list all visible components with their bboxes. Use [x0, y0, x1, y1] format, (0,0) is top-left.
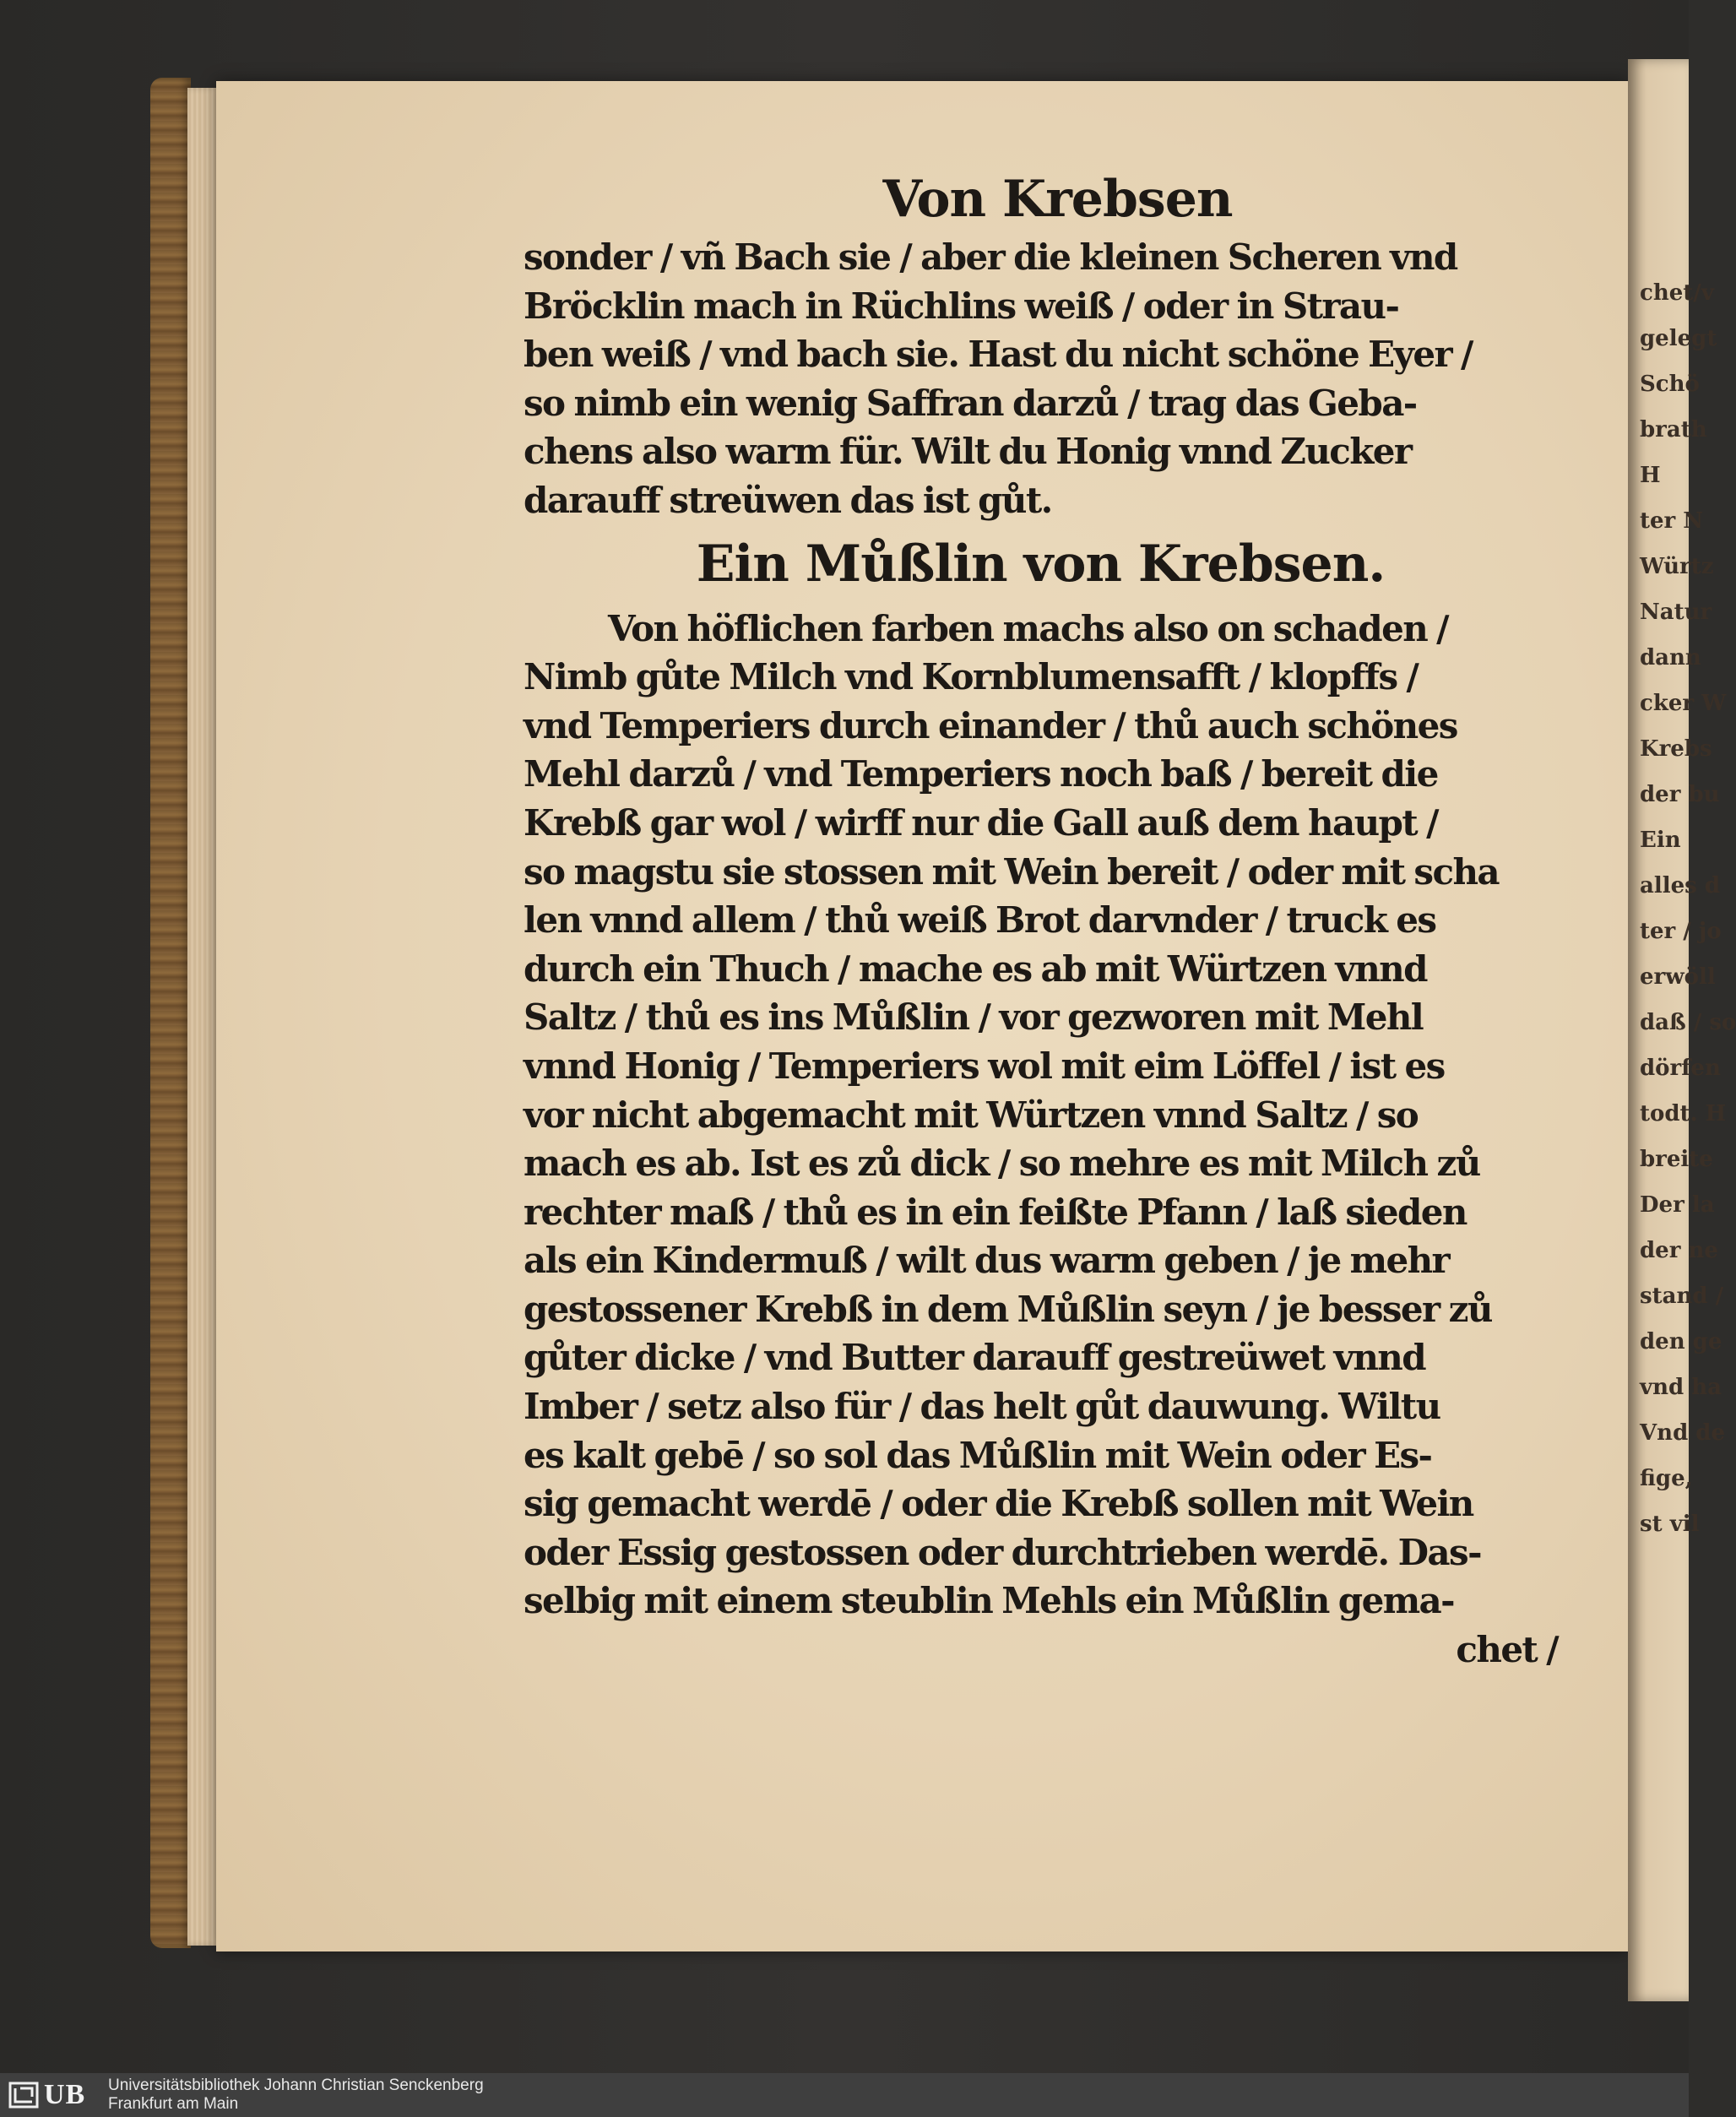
text-line: Krebß gar wol / wirff nur die Gall auß dem haupt /	[524, 801, 1438, 844]
facing-text-fragment: gelegt	[1640, 326, 1717, 351]
text-line: Mehl darzů / vnd Temperiers noch baß / bereit die	[524, 753, 1438, 795]
facing-page	[1628, 59, 1736, 2001]
facing-text-fragment: todt. H	[1640, 1101, 1727, 1126]
text-line: durch ein Thuch / mache es ab mit Würtzen vnnd	[524, 947, 1427, 990]
facing-text-fragment: ter / jo	[1640, 919, 1722, 944]
text-line: sig gemacht werdē / oder die Krebß sollen mit Wein	[524, 1483, 1473, 1525]
text-line: chens also warm für. Wilt du Honig vnnd Zucker	[524, 431, 1412, 473]
facing-text-fragment: erwöll	[1640, 964, 1716, 990]
recipe-title: Ein Můßlin von Krebsen.	[696, 534, 1386, 594]
facing-text-fragment: H	[1640, 463, 1661, 488]
facing-text-fragment: Schö	[1640, 372, 1700, 397]
facing-text-fragment: dann	[1640, 645, 1701, 670]
text-line: len vnnd allem / thů weiß Brot darvnder / truck es	[524, 899, 1436, 942]
text-line: Von höflichen farben machs also on schaden /	[608, 607, 1448, 649]
facing-text-fragment: st vil	[1640, 1512, 1700, 1537]
text-line: Bröcklin mach in Rüchlins weiß / oder in Strau-	[524, 285, 1399, 327]
text-line: vnd Temperiers durch einander / thů auch schönes	[524, 704, 1457, 746]
facing-text-fragment: vnd ha	[1640, 1375, 1722, 1400]
facing-text-fragment: daß / so	[1640, 1010, 1736, 1035]
facing-text-fragment: breite	[1640, 1147, 1713, 1172]
facing-text-fragment: Würtz	[1640, 554, 1714, 579]
facing-page-text	[1640, 270, 1736, 1547]
text-line: selbig mit einem steublin Mehls ein Můßlin gema-	[524, 1580, 1454, 1622]
facing-text-fragment: der ne	[1640, 1238, 1718, 1263]
library-location: Frankfurt am Main	[108, 2095, 239, 2113]
library-logo-icon	[7, 2078, 41, 2112]
logo-text: UB	[44, 2079, 86, 2110]
text-line: mach es ab. Ist es zů dick / so mehre es mit Milch zů	[524, 1143, 1480, 1185]
text-line: oder Essig gestossen oder durchtrieben werdē. Das-	[524, 1531, 1481, 1573]
facing-text-fragment: fige,	[1640, 1466, 1693, 1491]
running-head: Von Krebsen	[882, 170, 1233, 229]
text-line: Imber / setz also für / das helt gůt dauwung. Wiltu	[524, 1386, 1440, 1428]
facing-text-fragment: der bu	[1640, 782, 1720, 807]
facing-text-fragment: Der la	[1640, 1192, 1715, 1218]
text-line: so nimb ein wenig Saffran darzů / trag das Geba-	[524, 382, 1417, 424]
text-line: gestossener Krebß in dem Můßlin seyn / je besser zů	[524, 1288, 1492, 1330]
facing-text-fragment: den ge	[1640, 1329, 1722, 1354]
text-line: vor nicht abgemacht mit Würtzen vnnd Saltz / so	[524, 1094, 1419, 1136]
recipe-paragraph	[524, 605, 1558, 1626]
facing-text-fragment: brath	[1640, 417, 1707, 442]
text-line: es kalt gebē / so sol das Můßlin mit Wein oder Es-	[524, 1434, 1432, 1476]
ub-logo[interactable]	[7, 2078, 100, 2112]
footer-text	[108, 2076, 484, 2114]
facing-text-fragment: cker W	[1640, 691, 1727, 716]
facing-text-fragment: Vnd de	[1640, 1420, 1726, 1446]
facing-text-fragment: stand /	[1640, 1284, 1724, 1309]
facing-text-fragment: ter N	[1640, 508, 1704, 534]
text-line: gůter dicke / vnd Butter darauff gestreüwet vnnd	[524, 1337, 1425, 1379]
library-name: Universitätsbibliothek Johann Christian Senckenberg	[108, 2076, 484, 2094]
facing-text-fragment: alles d	[1640, 873, 1721, 898]
facing-text-fragment: chet/v	[1640, 280, 1714, 306]
book-spine	[150, 78, 191, 1948]
text-line: Nimb gůte Milch vnd Kornblumensafft / klopffs /	[524, 656, 1419, 698]
text-line: als ein Kindermuß / wilt dus warm geben / je mehr	[524, 1240, 1450, 1282]
library-footer	[0, 2073, 1689, 2117]
text-line: so magstu sie stossen mit Wein bereit / oder mit scha	[524, 850, 1499, 893]
text-line: vnnd Honig / Temperiers wol mit eim Löffel / ist es	[524, 1045, 1445, 1087]
facing-text-fragment: dörfen	[1640, 1056, 1721, 1081]
paragraph-continued	[524, 233, 1558, 525]
facing-text-fragment: Ein	[1640, 828, 1681, 853]
facing-text-fragment: Krebs	[1640, 736, 1712, 762]
text-line: Saltz / thů es ins Můßlin / vor gezworen mit Mehl	[524, 996, 1424, 1039]
facing-text-fragment: Natur	[1640, 600, 1712, 625]
text-line: rechter maß / thů es in ein feißte Pfann / laß sieden	[524, 1191, 1467, 1233]
page-text	[524, 166, 1558, 1675]
text-line: darauff streüwen das ist gůt.	[524, 479, 1052, 521]
text-line: sonder / vñ Bach sie / aber die kleinen Scheren vnd	[524, 236, 1457, 278]
text-line: ben weiß / vnd bach sie. Hast du nicht schöne Eyer /	[524, 334, 1473, 376]
catchword: chet /	[1456, 1629, 1558, 1671]
